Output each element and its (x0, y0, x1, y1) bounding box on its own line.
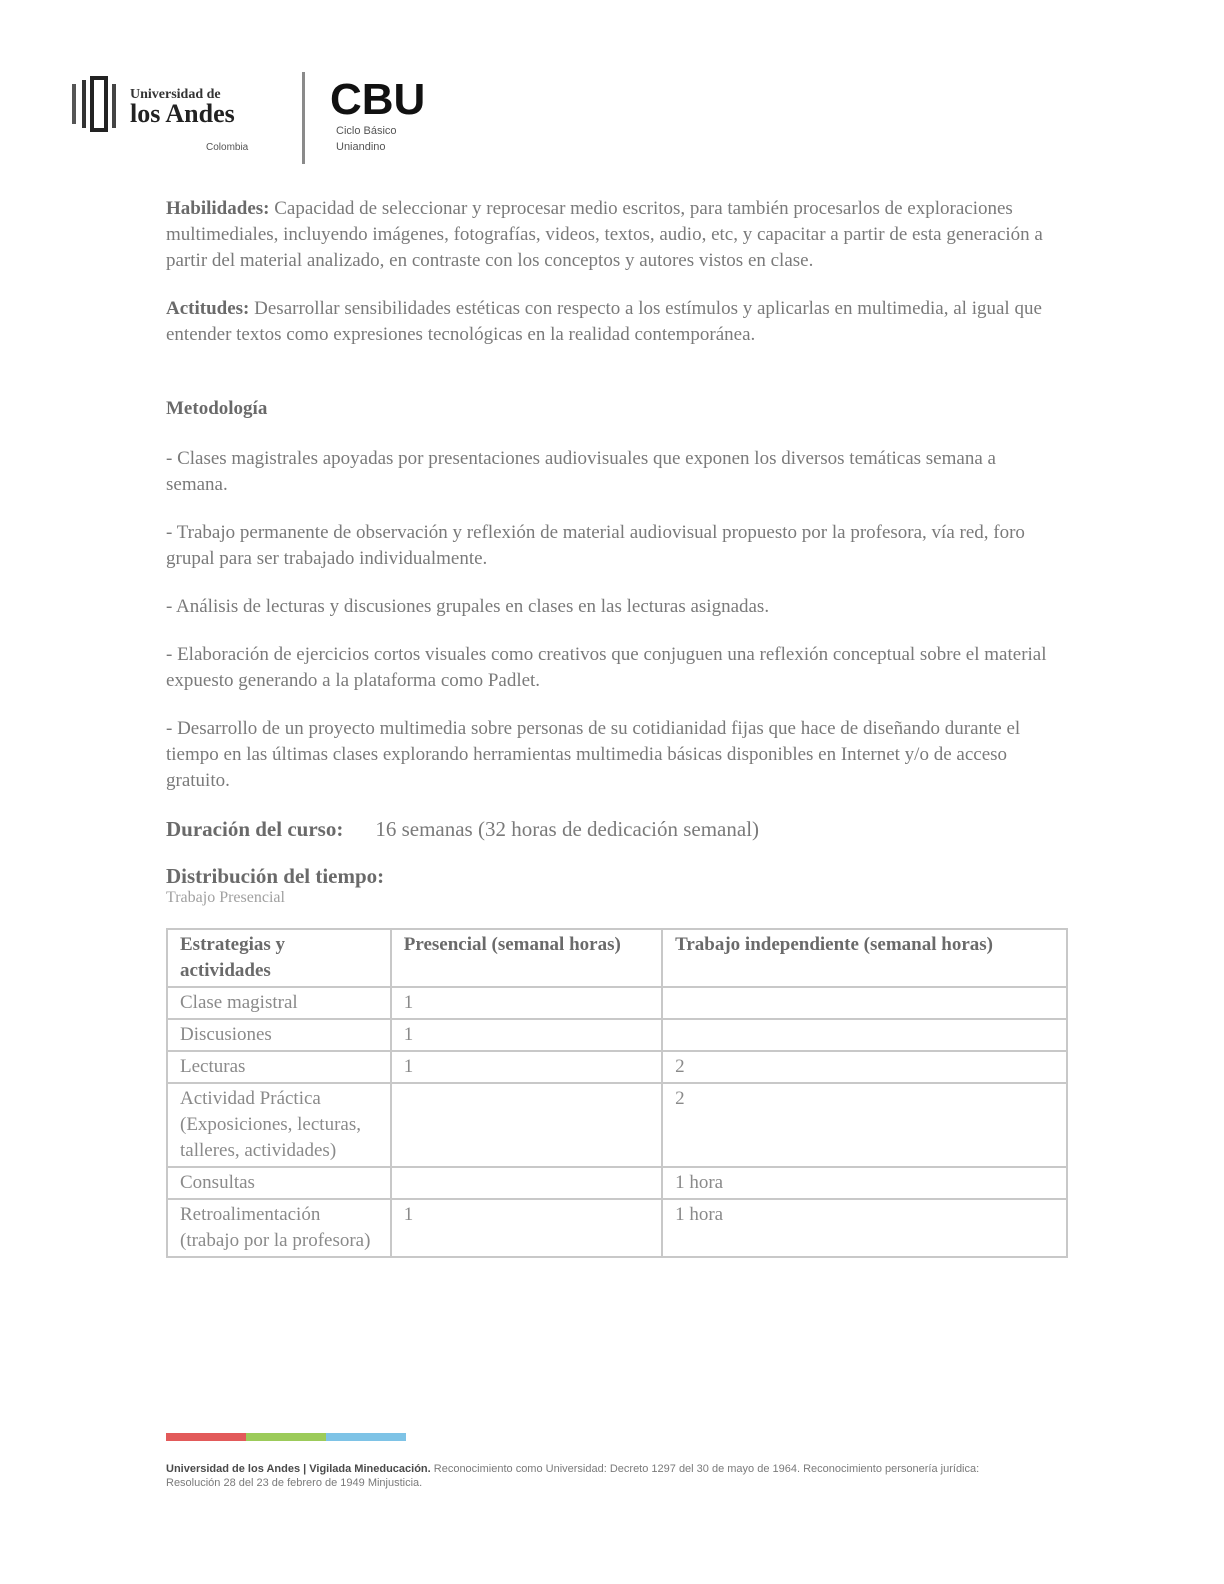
footer-bold: Universidad de los Andes | Vigilada Mineducación. (166, 1463, 431, 1475)
actitudes-paragraph (166, 296, 1056, 348)
footer-legal (166, 1462, 986, 1490)
stripe-red (166, 1433, 246, 1441)
habilidades-label: Habilidades: (166, 198, 270, 219)
table-cell: 2 (662, 1051, 1067, 1083)
methodology-item: - Elaboración de ejercicios cortos visuales como creativos que conjuguen una reflexión conceptual sobre el material expuesto generando a la plataforma como Padlet. (166, 644, 1047, 691)
table-cell: 1 hora (662, 1199, 1067, 1257)
table-cell: 1 (391, 987, 662, 1019)
habilidades-paragraph (166, 196, 1056, 274)
table-header: Presencial (semanal horas) (391, 929, 662, 987)
methodology-heading: Metodología (166, 398, 268, 419)
logo-divider (302, 72, 305, 164)
table-header: Trabajo independiente (semanal horas) (662, 929, 1067, 987)
table-cell: 1 (391, 1199, 662, 1257)
methodology-item: - Clases magistrales apoyadas por presentaciones audiovisuales que exponen los diversos temáticas semana a semana. (166, 448, 996, 495)
logo-uni-line-2: los Andes (130, 99, 235, 128)
time-distribution-table (166, 928, 1068, 1258)
table-cell: Clase magistral (167, 987, 391, 1019)
table-cell: Retroalimentación (trabajo por la profesora) (167, 1199, 391, 1257)
table-cell (662, 987, 1067, 1019)
logo-cbu-title: CBU (330, 75, 426, 124)
table-row (167, 1199, 1067, 1257)
course-duration (166, 816, 1056, 842)
stripe-blue (326, 1433, 406, 1441)
table-row (167, 1083, 1067, 1167)
actitudes-text: Desarrollar sensibilidades estéticas con respecto a los estímulos y aplicarlas en multimedia, al igual que entender textos como expresiones tecnológicas en la realidad contemporánea. (166, 298, 1042, 345)
table-cell: 1 hora (662, 1167, 1067, 1199)
methodology-item: - Trabajo permanente de observación y reflexión de material audiovisual propuesto por la profesora, vía red, foro grupal para ser trabajado individualmente. (166, 522, 1025, 569)
stripe-green (246, 1433, 326, 1441)
logo-uni-line-1: Universidad de (130, 87, 221, 102)
table-cell: 2 (662, 1083, 1067, 1167)
table-cell (391, 1083, 662, 1167)
table-cell (391, 1167, 662, 1199)
footer-text: Reconocimiento como Universidad: Decreto 1297 del 30 de mayo de 1964. Reconocimiento personería jurídica: Resolución 28 del 23 de febrero de 1949 Minjusticia. (166, 1463, 980, 1489)
table-cell (662, 1019, 1067, 1051)
table-cell: 1 (391, 1019, 662, 1051)
habilidades-text: Capacidad de seleccionar y reprocesar medio escritos, para también procesarlos de exploraciones multimediales, incluyendo imágenes, fotografías, videos, textos, audio, etc, y capacitar a partir de esta generación a partir del material analizado, en contraste con los conceptos y autores vistos en clase. (166, 198, 1043, 271)
actitudes-label: Actitudes: (166, 298, 250, 319)
table-row (167, 1167, 1067, 1199)
table-cell: Discusiones (167, 1019, 391, 1051)
duration-label: Duración del curso: (166, 817, 344, 841)
table-row (167, 1019, 1067, 1051)
color-stripe (166, 1433, 406, 1441)
cbu-logo (330, 74, 440, 164)
methodology-item: - Análisis de lecturas y discusiones grupales en clases en las lecturas asignadas. (166, 596, 770, 617)
logo-cbu-line-1: Ciclo Básico (336, 125, 397, 137)
duration-value: 16 semanas (32 horas de dedicación semanal) (375, 817, 760, 841)
table-cell: Consultas (167, 1167, 391, 1199)
universidad-logo (72, 76, 272, 156)
table-cell: Actividad Práctica (Exposiciones, lecturas, talleres, actividades) (167, 1083, 391, 1167)
document-body (166, 196, 1056, 1258)
logo-cbu-line-2: Uniandino (336, 141, 386, 153)
table-row (167, 1051, 1067, 1083)
table-row (167, 987, 1067, 1019)
distribution-subtitle: Trabajo Presencial (166, 889, 285, 906)
table-cell: Lecturas (167, 1051, 391, 1083)
methodology-item: - Desarrollo de un proyecto multimedia sobre personas de su cotidianidad fijas que hace de diseñando durante el tiempo en las últimas clases explorando herramientas multimedia básicas disponibles en Internet y/o de acceso gratuito. (166, 718, 1021, 791)
table-header-row (167, 929, 1067, 987)
logo-uni-line-3: Colombia (206, 142, 249, 153)
distribution-heading: Distribución del tiempo: (166, 864, 385, 888)
table-header: Estrategias y actividades (167, 929, 391, 987)
table-cell: 1 (391, 1051, 662, 1083)
